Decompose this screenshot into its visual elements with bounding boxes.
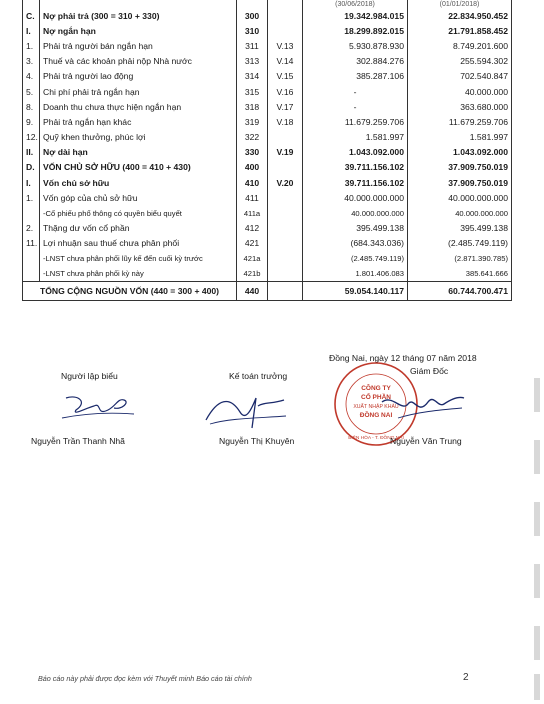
row-letter: 1. — [23, 190, 40, 205]
table-row — [23, 266, 512, 282]
header-row — [23, 0, 512, 8]
row-name: Thuế và các khoản phải nộp Nhà nước — [40, 54, 237, 69]
row-note — [268, 266, 303, 282]
row-previous-value: 363.680.000 — [408, 99, 512, 114]
row-note: V.16 — [268, 84, 303, 99]
table-row — [23, 38, 512, 53]
row-letter: 1. — [23, 38, 40, 53]
current-period-header: (30/06/2018) — [303, 0, 408, 8]
row-current-value: - — [303, 99, 408, 114]
row-letter: C. — [23, 8, 40, 23]
svg-text:ĐỒNG NAI: ĐỒNG NAI — [359, 412, 393, 419]
row-letter: D. — [23, 160, 40, 175]
row-code: 410 — [237, 175, 268, 190]
row-code: 315 — [237, 84, 268, 99]
director-name: Nguyễn Văn Trung — [390, 436, 462, 446]
accountant-signature — [200, 388, 290, 434]
row-code: 310 — [237, 23, 268, 38]
row-name: -LNST chưa phân phối lũy kế đến cuối kỳ trước — [40, 251, 237, 266]
svg-text:BIÊN HÒA - T. ĐỒNG NAI: BIÊN HÒA - T. ĐỒNG NAI — [348, 436, 404, 441]
row-letter — [23, 266, 40, 282]
row-note: V.19 — [268, 145, 303, 160]
table-row — [23, 114, 512, 129]
row-note — [268, 190, 303, 205]
row-name: Vốn góp của chủ sở hữu — [40, 190, 237, 205]
row-note — [268, 130, 303, 145]
date-line: Đồng Nai, ngày 12 tháng 07 năm 2018 — [329, 353, 477, 363]
preparer-name: Nguyễn Trần Thanh Nhã — [31, 436, 125, 446]
table-row — [23, 23, 512, 38]
table-row — [23, 84, 512, 99]
row-note — [268, 251, 303, 266]
row-previous-value: 37.909.750.019 — [408, 160, 512, 175]
row-previous-value: 22.834.950.452 — [408, 8, 512, 23]
row-note — [268, 160, 303, 175]
row-note: V.17 — [268, 99, 303, 114]
row-previous-value: 385.641.666 — [408, 266, 512, 282]
row-previous-value: 1.043.092.000 — [408, 145, 512, 160]
row-current-value: 19.342.984.015 — [303, 8, 408, 23]
row-name: Doanh thu chưa thực hiện ngắn hạn — [40, 99, 237, 114]
table-row — [23, 236, 512, 251]
svg-text:XUẤT NHẬP KHẨU: XUẤT NHẬP KHẨU — [353, 404, 399, 410]
row-current-value: - — [303, 84, 408, 99]
row-code: 330 — [237, 145, 268, 160]
table-row — [23, 8, 512, 23]
row-current-value: 39.711.156.102 — [303, 175, 408, 190]
row-note: V.15 — [268, 69, 303, 84]
row-name: Lợi nhuận sau thuế chưa phân phối — [40, 236, 237, 251]
row-current-value: 1.801.406.083 — [303, 266, 408, 282]
row-note: V.13 — [268, 38, 303, 53]
row-previous-value: 8.749.201.600 — [408, 38, 512, 53]
row-previous-value: 11.679.259.706 — [408, 114, 512, 129]
row-name: -Cổ phiếu phổ thông có quyền biểu quyết — [40, 205, 237, 220]
row-previous-value: 21.791.858.452 — [408, 23, 512, 38]
row-name: VỐN CHỦ SỞ HỮU (400 = 410 + 430) — [40, 160, 237, 175]
row-name: Nợ ngắn hạn — [40, 23, 237, 38]
row-note — [268, 205, 303, 220]
row-code: 400 — [237, 160, 268, 175]
row-letter: 8. — [23, 99, 40, 114]
row-code: 421a — [237, 251, 268, 266]
row-previous-value: 255.594.302 — [408, 54, 512, 69]
row-letter — [23, 205, 40, 220]
preparer-title: Người lập biểu — [61, 371, 118, 381]
row-code: 411 — [237, 190, 268, 205]
row-previous-value: 40.000.000.000 — [408, 190, 512, 205]
row-letter: 3. — [23, 54, 40, 69]
footer-note: Báo cáo này phải được đọc kèm với Thuyết minh Báo cáo tài chính — [38, 674, 252, 683]
row-code: 311 — [237, 38, 268, 53]
row-code: 412 — [237, 221, 268, 236]
row-note — [268, 236, 303, 251]
row-current-value: 40.000.000.000 — [303, 190, 408, 205]
table-row — [23, 175, 512, 190]
row-code: 421b — [237, 266, 268, 282]
row-name: Thặng dư vốn cổ phần — [40, 221, 237, 236]
svg-text:CỔ PHẦN: CỔ PHẦN — [361, 394, 391, 401]
row-current-value: 302.884.276 — [303, 54, 408, 69]
row-name: Phải trả người bán ngắn hạn — [40, 38, 237, 53]
row-previous-value: 702.540.847 — [408, 69, 512, 84]
table-row — [23, 160, 512, 175]
binder-tabs — [516, 370, 544, 704]
row-letter: 4. — [23, 69, 40, 84]
row-letter: 5. — [23, 84, 40, 99]
total-row — [23, 282, 512, 301]
table-row — [23, 205, 512, 220]
page-number: 2 — [463, 672, 469, 683]
row-code: 322 — [237, 130, 268, 145]
row-letter: I. — [23, 175, 40, 190]
row-code: 313 — [237, 54, 268, 69]
row-name: Quỹ khen thưởng, phúc lợi — [40, 130, 237, 145]
row-name: Nợ dài hạn — [40, 145, 237, 160]
svg-text:CÔNG TY: CÔNG TY — [361, 385, 391, 392]
row-code: 411a — [237, 205, 268, 220]
row-letter: 9. — [23, 114, 40, 129]
row-name: Chi phí phải trả ngắn hạn — [40, 84, 237, 99]
row-current-value: 11.679.259.706 — [303, 114, 408, 129]
row-current-value: 1.043.092.000 — [303, 145, 408, 160]
row-previous-value: (2.871.390.785) — [408, 251, 512, 266]
total-current-value: 59.054.140.117 — [303, 282, 408, 301]
row-current-value: 5.930.878.930 — [303, 38, 408, 53]
row-letter: II. — [23, 145, 40, 160]
row-note — [268, 23, 303, 38]
row-note: V.14 — [268, 54, 303, 69]
row-previous-value: 37.909.750.019 — [408, 175, 512, 190]
row-note: V.20 — [268, 175, 303, 190]
row-name: Nợ phải trả (300 = 310 + 330) — [40, 8, 237, 23]
row-name: Phải trả ngắn hạn khác — [40, 114, 237, 129]
row-letter: 11. — [23, 236, 40, 251]
total-previous-value: 60.744.700.471 — [408, 282, 512, 301]
row-previous-value: (2.485.749.119) — [408, 236, 512, 251]
row-current-value: 40.000.000.000 — [303, 205, 408, 220]
preparer-signature — [58, 388, 138, 428]
row-previous-value: 1.581.997 — [408, 130, 512, 145]
director-title: Giám Đốc — [410, 366, 449, 376]
table-row — [23, 145, 512, 160]
director-signature — [378, 382, 468, 426]
row-note — [268, 221, 303, 236]
row-previous-value: 40.000.000 — [408, 84, 512, 99]
row-letter: I. — [23, 23, 40, 38]
table-row — [23, 54, 512, 69]
row-code: 318 — [237, 99, 268, 114]
row-letter: 12. — [23, 130, 40, 145]
accountant-title: Kế toán trưởng — [229, 371, 288, 381]
total-note — [268, 282, 303, 301]
row-previous-value: 395.499.138 — [408, 221, 512, 236]
total-code: 440 — [237, 282, 268, 301]
table-row — [23, 190, 512, 205]
table-row — [23, 99, 512, 114]
row-current-value: (684.343.036) — [303, 236, 408, 251]
table-row — [23, 69, 512, 84]
previous-period-header: (01/01/2018) — [408, 0, 512, 8]
table-row — [23, 130, 512, 145]
accountant-name: Nguyễn Thị Khuyên — [219, 436, 295, 446]
row-current-value: 1.581.997 — [303, 130, 408, 145]
row-current-value: 385.287.106 — [303, 69, 408, 84]
row-previous-value: 40.000.000.000 — [408, 205, 512, 220]
row-current-value: 18.299.892.015 — [303, 23, 408, 38]
row-note — [268, 8, 303, 23]
total-label: TỔNG CỘNG NGUỒN VỐN (440 = 300 + 400) — [23, 282, 237, 301]
row-note: V.18 — [268, 114, 303, 129]
balance-sheet-table — [22, 0, 512, 301]
row-name: -LNST chưa phân phối kỳ này — [40, 266, 237, 282]
row-name: Vốn chủ sở hữu — [40, 175, 237, 190]
row-name: Phải trả người lao động — [40, 69, 237, 84]
row-code: 300 — [237, 8, 268, 23]
row-letter — [23, 251, 40, 266]
row-code: 314 — [237, 69, 268, 84]
row-letter: 2. — [23, 221, 40, 236]
row-current-value: 395.499.138 — [303, 221, 408, 236]
table-row — [23, 251, 512, 266]
table-row — [23, 221, 512, 236]
row-code: 421 — [237, 236, 268, 251]
row-current-value: 39.711.156.102 — [303, 160, 408, 175]
row-current-value: (2.485.749.119) — [303, 251, 408, 266]
row-code: 319 — [237, 114, 268, 129]
